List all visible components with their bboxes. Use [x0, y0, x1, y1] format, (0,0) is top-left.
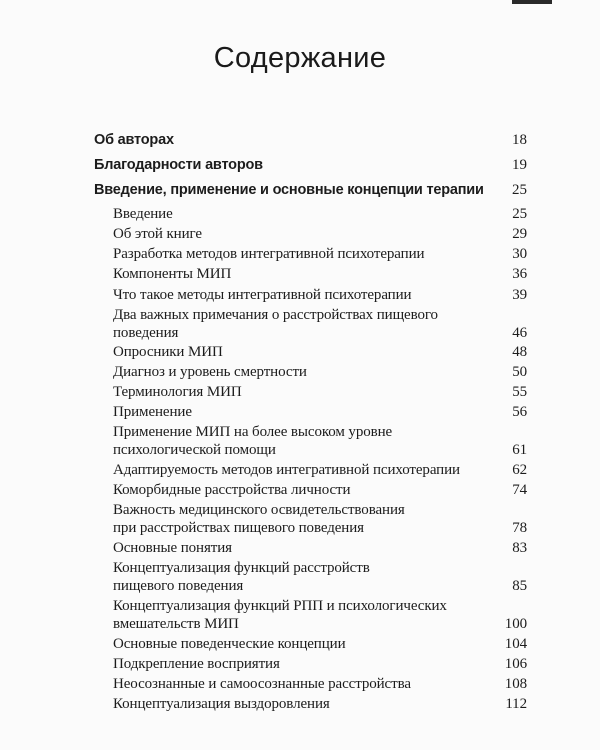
toc-entry-title: пищевого поведения: [113, 577, 244, 594]
toc-page-number: 104: [504, 636, 527, 652]
toc-entry-title: Два важных примечания о расстройствах пищевого: [113, 307, 438, 323]
toc-entry-title: Применение МИП на более высоком уровне: [113, 424, 393, 440]
toc-entry-title: Терминология МИП: [113, 384, 242, 400]
toc-page-number: 112: [505, 696, 527, 712]
toc-page-number: 39: [512, 287, 527, 303]
toc-entry-title: Неосознанные и самоосознанные расстройства: [113, 676, 411, 692]
toc-page-number: 108: [504, 676, 527, 692]
toc-page-number: 85: [512, 577, 527, 594]
toc-page-number: 19: [512, 157, 527, 173]
toc-entry-title: Диагноз и уровень смертности: [113, 364, 307, 380]
toc-entry-title: Концептуализация функций РПП и психологических: [113, 598, 447, 614]
toc-entry-title: при расстройствах пищевого поведения: [113, 519, 364, 536]
toc-entry-title: Об авторах: [94, 132, 174, 148]
toc-entry-title: Компоненты МИП: [113, 266, 232, 282]
toc-page-number: 106: [504, 656, 527, 672]
toc-page-number: 61: [512, 441, 527, 458]
toc-entry-title: Опросники МИП: [113, 344, 223, 360]
toc-page-number: 74: [512, 482, 527, 498]
toc-entry-title: Об этой книге: [113, 226, 202, 242]
toc-entry-title: поведения: [113, 324, 179, 341]
toc-entry-title: вмешательств МИП: [113, 615, 239, 632]
toc-entry-title: Коморбидные расстройства личности: [113, 482, 351, 498]
toc-page-number: 100: [504, 615, 527, 632]
toc-entry-title: Концептуализация выздоровления: [113, 696, 330, 712]
toc-entry-title: Введение: [113, 206, 173, 222]
toc-entry-title: Концептуализация функций расстройств: [113, 560, 370, 576]
toc-entry-title: Важность медицинского освидетельствования: [113, 502, 405, 518]
toc-page-number: 62: [512, 462, 527, 478]
toc-page-number: 48: [512, 344, 527, 360]
toc-page-number: 78: [512, 519, 527, 536]
toc-page-number: 25: [512, 206, 527, 222]
toc-entry-title: Подкрепление восприятия: [113, 656, 280, 672]
toc-entry-title: Основные поведенческие концепции: [113, 636, 346, 652]
toc-entry-title: Применение: [113, 404, 192, 420]
toc-entry-title: Адаптируемость методов интегративной психотерапии: [113, 462, 460, 478]
toc-entry-title: Благодарности авторов: [94, 157, 263, 173]
toc-page-number: 30: [512, 246, 527, 262]
toc-page-number: 55: [512, 384, 527, 400]
toc-entry-title: психологической помощи: [113, 441, 276, 458]
toc-page-number: 25: [512, 182, 527, 198]
page-title: Содержание: [213, 42, 387, 74]
toc-page-number: 46: [512, 324, 527, 341]
toc-page-number: 18: [512, 132, 527, 148]
toc-page-number: 83: [512, 540, 527, 556]
toc-page-number: 56: [512, 404, 527, 420]
toc-entry-title: Разработка методов интегративной психотерапии: [113, 246, 425, 262]
toc-entry-title: Что такое методы интегративной психотерапии: [113, 287, 412, 303]
toc-page-number: 36: [512, 266, 527, 282]
toc-page-number: 50: [512, 364, 527, 380]
toc-entry-title: Введение, применение и основные концепции терапии: [94, 182, 484, 198]
toc-page-number: 29: [512, 226, 527, 242]
toc-entry-title: Основные понятия: [113, 540, 232, 556]
